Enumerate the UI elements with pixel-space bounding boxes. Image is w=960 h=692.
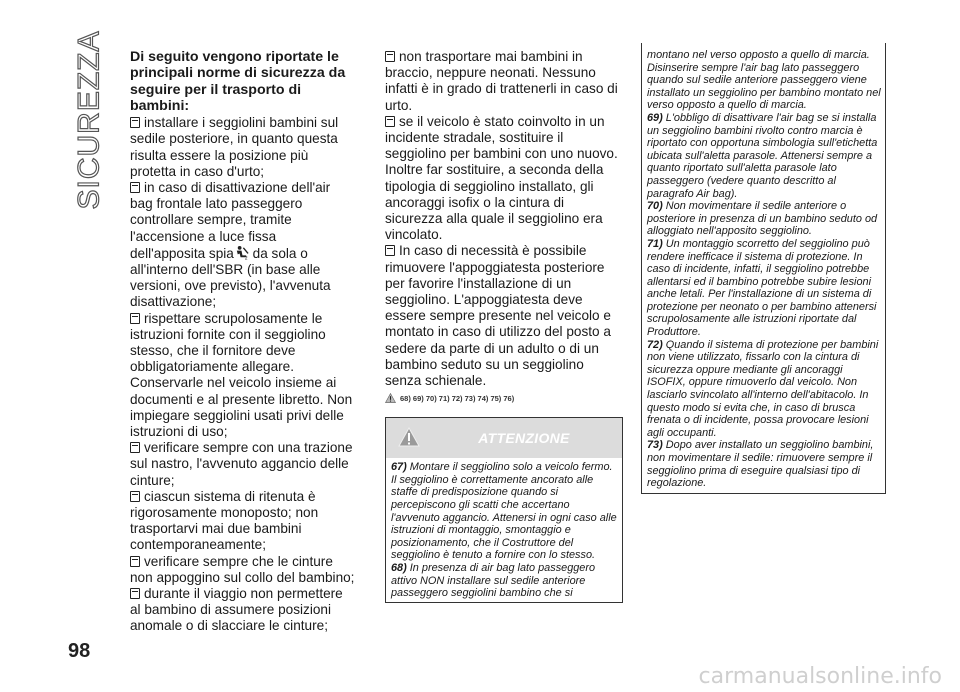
- checkbox-bullet-icon: [130, 588, 140, 599]
- warning-note: 73) Dopo aver installato un seggiolino bambini, non movimentare il sedile: rimuovere sempre il seggiolino prima di eseguire qualsiasi tipo di regolazione.: [647, 439, 874, 490]
- section-tab-label: SICUREZZA: [72, 30, 106, 210]
- warning-note: 68) In presenza di air bag lato passeggero attivo NON installare sul sedile anteriore passeggero seggiolini bambino che si: [391, 562, 596, 600]
- checkbox-bullet-icon: [130, 442, 140, 453]
- warning-title: ATTENZIONE: [478, 430, 570, 447]
- column-2: [385, 49, 623, 603]
- list-item: durante il viaggio non permettere al bambino di assumere posizioni anomale o di slacciare le cinture;: [130, 586, 343, 634]
- checkbox-bullet-icon: [385, 245, 395, 256]
- section-tab: [66, 30, 112, 210]
- list-item: se il veicolo è stato coinvolto in un incidente stradale, sostituire il seggiolino per bambini con uno nuovo. Inoltre far sostituire, a seconda della tipologia di seggiolino installato, gli ancoraggi isofix o la cintura di sicurezza alla quale il seggiolino era vincolato.: [385, 113, 618, 243]
- svg-text:2: 2: [244, 256, 248, 260]
- warning-triangle-icon: [385, 393, 396, 403]
- column-3: [641, 49, 886, 494]
- reference-numbers: 68) 69) 70) 71) 72) 73) 74) 75) 76): [400, 394, 515, 404]
- column-1: [130, 49, 355, 635]
- warning-header: [386, 418, 622, 458]
- warning-note: 67) Montare il seggiolino solo a veicolo fermo. Il seggiolino è correttamente ancorato alle staffe di predisposizione quando si percepiscono gli scatti che accertano l'avvenuto aggancio. Attenersi in ogni caso alle istruzioni di montaggio, smontaggio e posizionamento, che il Costruttore del seggiolino è tenuto a fornire con lo stesso.: [391, 461, 617, 562]
- page-number: 98: [68, 640, 91, 662]
- warning-triangle-icon: [398, 427, 420, 447]
- checkbox-bullet-icon: [130, 182, 140, 193]
- rules-list: [130, 115, 355, 635]
- warning-body: [386, 458, 622, 602]
- list-item: rispettare scrupolosamente le istruzioni fornite con il seggiolino stesso, che il fornitore deve obbligatoriamente allegare. Conservarle nel veicolo insieme ai documenti e al presente libretto. Non impiegare seggiolini usati privi delle istruzioni di uso;: [130, 310, 353, 440]
- checkbox-bullet-icon: [130, 117, 140, 128]
- watermark: carmanualsonline.info: [698, 664, 942, 689]
- warning-intro: montano nel verso opposto a quello di marcia. Disinserire sempre l'air bag lato passeggero quando sul sedile anteriore passeggero viene installato un seggiolino per bambino montato nel verso opposto a quello di marcia.: [647, 49, 881, 112]
- checkbox-bullet-icon: [130, 313, 140, 324]
- checkbox-bullet-icon: [385, 51, 395, 62]
- list-item: in caso di disattivazione dell'air bag frontale lato passeggero controllare sempre, tramite l'accensione a luce fissa dell'apposita spia 2 da sola o all'interno dell'SBR (in base alle versioni, ove previsto), l'avvenuta disattivazione;: [130, 180, 331, 310]
- section-heading: Di seguito vengono riportate le principali norme di sicurezza da seguire per il trasporto di bambini:: [130, 49, 346, 114]
- list-item: ciascun sistema di ritenuta è rigorosamente monoposto; non trasportarvi mai due bambini contemporaneamente;: [130, 488, 319, 553]
- list-item: In caso di necessità è possibile rimuovere l'appoggiatesta posteriore per favorire l'installazione di un seggiolino. L'appoggiatesta deve essere sempre presente nel veicolo e montato in caso di utilizzo del posto a sedere da parte di un adulto o di un bambino seduto su un seggiolino senza schienale.: [385, 243, 611, 389]
- checkbox-bullet-icon: [130, 556, 140, 567]
- warning-note: 70) Non movimentare il sedile anteriore o posteriore in presenza di un bambino seduto od alloggiato nell'apposito seggiolino.: [647, 200, 878, 238]
- rules-list-continued: [385, 49, 623, 389]
- checkbox-bullet-icon: [130, 491, 140, 502]
- list-item: verificare sempre che le cinture non appoggino sul collo del bambino;: [130, 553, 355, 585]
- warning-box: [385, 417, 623, 603]
- warning-box-continued: [641, 43, 886, 494]
- warning-references: [385, 393, 623, 403]
- warning-note: 69) L'obbligo di disattivare l'air bag se si installa un seggiolino bambini rivolto contro marcia è riportato con opportuna simbologia sull'etichetta ubicata sull'aletta parasole. Attenersi sempre a quanto riportato sull'aletta parasole lato passeggero (vedere quanto descritto al paragrafo Air bag).: [647, 111, 878, 200]
- warning-note: 72) Quando il sistema di protezione per bambini non viene utilizzato, fissarlo con la cintura di sicurezza oppure mediante gli ancoraggi ISOFIX, oppure rimuoverlo dal veicolo. Non lasciarlo svincolato all'interno dell'abitacolo. In questo modo si evita che, in caso di brusca frenata o di incidente, possa provocare lesioni agli occupanti.: [647, 338, 879, 439]
- airbag-off-warning-icon: [234, 245, 249, 260]
- warning-note: 71) Un montaggio scorretto del seggiolino può rendere inefficace il sistema di protezione. In caso di incidente, infatti, il seggiolino potrebbe allentarsi ed il bambino potrebbe subire lesioni anche letali. Per l'installazione di un sistema di protezione per neonato o per bambino attenersi scrupolosamente alle istruzioni riportate dal Produttore.: [647, 237, 877, 339]
- list-item: installare i seggiolini bambini sul sedile posteriore, in quanto questa risulta essere la posizione più protetta in caso d'urto;: [130, 115, 339, 179]
- list-item: non trasportare mai bambini in braccio, neppure neonati. Nessuno infatti è in grado di trattenerli in caso di urto.: [385, 49, 618, 113]
- checkbox-bullet-icon: [385, 116, 395, 127]
- list-item: verificare sempre con una trazione sul nastro, l'avvenuto aggancio delle cinture;: [130, 440, 353, 488]
